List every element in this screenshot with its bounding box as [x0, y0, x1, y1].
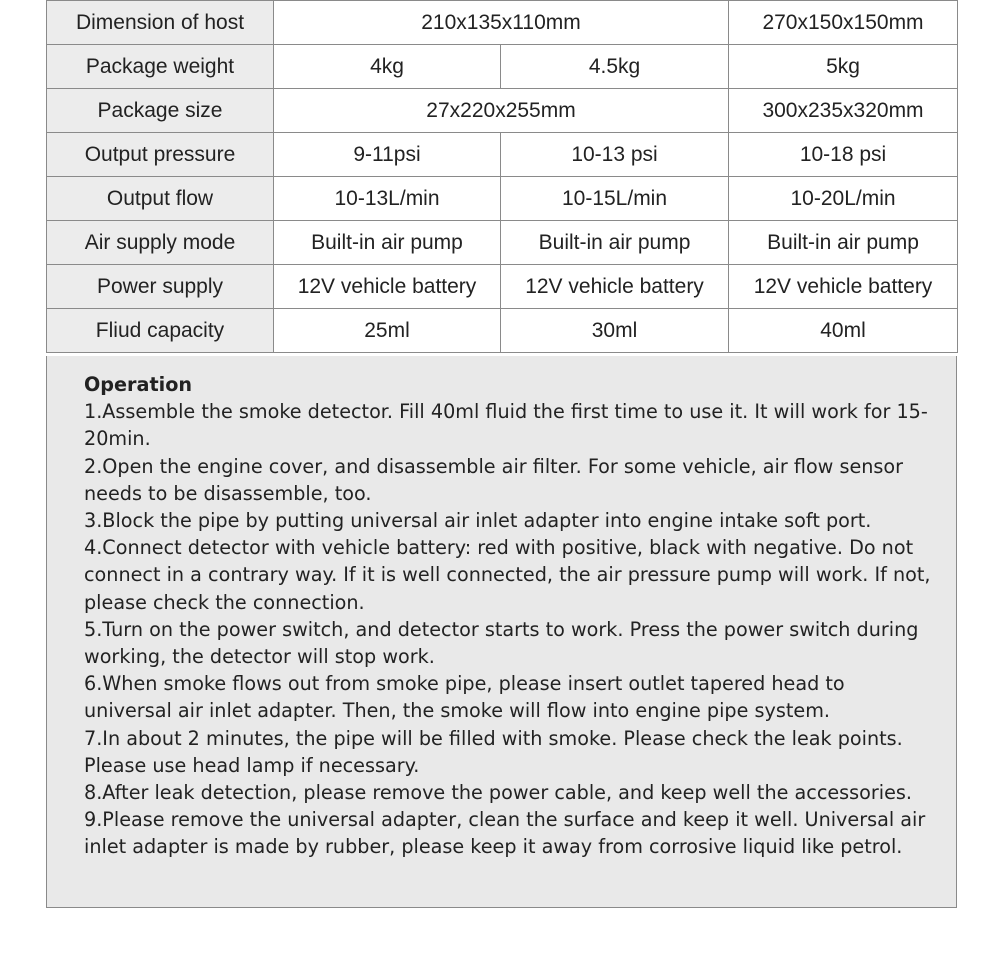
- spec-value: Built-in air pump: [274, 221, 501, 265]
- operation-step-2: 2.Open the engine cover, and disassemble air filter. For some vehicle, air flow sensor needs to be disassemble, too.: [84, 454, 904, 505]
- operation-step-8: 8.After leak detection, please remove the power cable, and keep well the accessories.: [84, 781, 913, 805]
- spec-value: 27x220x255mm: [274, 89, 729, 133]
- spec-label: Package size: [47, 89, 274, 133]
- operation-step-6: 6.When smoke flows out from smoke pipe, please insert outlet tapered head to universal air inlet adapter. Then, the smoke will flow into engine pipe system.: [84, 672, 845, 723]
- spec-value: 9-11psi: [274, 133, 501, 177]
- spec-value: 300x235x320mm: [729, 89, 958, 133]
- operation-step-4: 4.Connect detector with vehicle battery: red with positive, black with negative. Do not connect in a contrary way. If it is well connected, the air pressure pump will work. If not, please check the connection.: [84, 536, 931, 614]
- spec-value: 10-13L/min: [274, 177, 501, 221]
- spec-value: 12V vehicle battery: [274, 265, 501, 309]
- spec-value: Built-in air pump: [501, 221, 729, 265]
- spec-label: Output flow: [47, 177, 274, 221]
- operation-step-1: 1.Assemble the smoke detector. Fill 40ml fluid the first time to use it. It will work for 15-20min.: [84, 400, 928, 451]
- spec-label: Fliud capacity: [47, 309, 274, 353]
- operation-title: Operation: [84, 373, 193, 396]
- spec-row-power-supply: [47, 265, 958, 309]
- operation-step-7: 7.In about 2 minutes, the pipe will be filled with smoke. Please check the leak points. Please use head lamp if necessary.: [84, 726, 903, 777]
- spec-label: Output pressure: [47, 133, 274, 177]
- spec-value: 30ml: [501, 309, 729, 353]
- spec-value: Built-in air pump: [729, 221, 958, 265]
- spec-table: [46, 0, 958, 353]
- spec-value: 10-13 psi: [501, 133, 729, 177]
- spec-value: 40ml: [729, 309, 958, 353]
- spec-value: 10-15L/min: [501, 177, 729, 221]
- spec-label: Package weight: [47, 45, 274, 89]
- spec-label: Dimension of host: [47, 1, 274, 45]
- spec-label: Air supply mode: [47, 221, 274, 265]
- spec-value: 4kg: [274, 45, 501, 89]
- spec-row-output-flow: [47, 177, 958, 221]
- spec-row-package-size: [47, 89, 958, 133]
- operation-step-9: 9.Please remove the universal adapter, clean the surface and keep it well. Universal air inlet adapter is made by rubber, please keep it away from corrosive liquid like petrol.: [84, 808, 926, 859]
- operation-content: [84, 371, 934, 861]
- spec-value: 5kg: [729, 45, 958, 89]
- spec-value: 25ml: [274, 309, 501, 353]
- spec-row-fluid-capacity: [47, 309, 958, 353]
- spec-row-package-weight: [47, 45, 958, 89]
- spec-value: 12V vehicle battery: [501, 265, 729, 309]
- spec-row-dimension: [47, 1, 958, 45]
- spec-value: 10-18 psi: [729, 133, 958, 177]
- operation-step-3: 3.Block the pipe by putting universal air inlet adapter into engine intake soft port.: [84, 509, 872, 533]
- operation-panel: [46, 356, 957, 908]
- spec-row-air-supply: [47, 221, 958, 265]
- spec-value: 210x135x110mm: [274, 1, 729, 45]
- spec-value: 10-20L/min: [729, 177, 958, 221]
- spec-label: Power supply: [47, 265, 274, 309]
- spec-value: 12V vehicle battery: [729, 265, 958, 309]
- spec-value: 270x150x150mm: [729, 1, 958, 45]
- spec-row-output-pressure: [47, 133, 958, 177]
- spec-value: 4.5kg: [501, 45, 729, 89]
- operation-step-5: 5.Turn on the power switch, and detector starts to work. Press the power switch during working, the detector will stop work.: [84, 617, 919, 669]
